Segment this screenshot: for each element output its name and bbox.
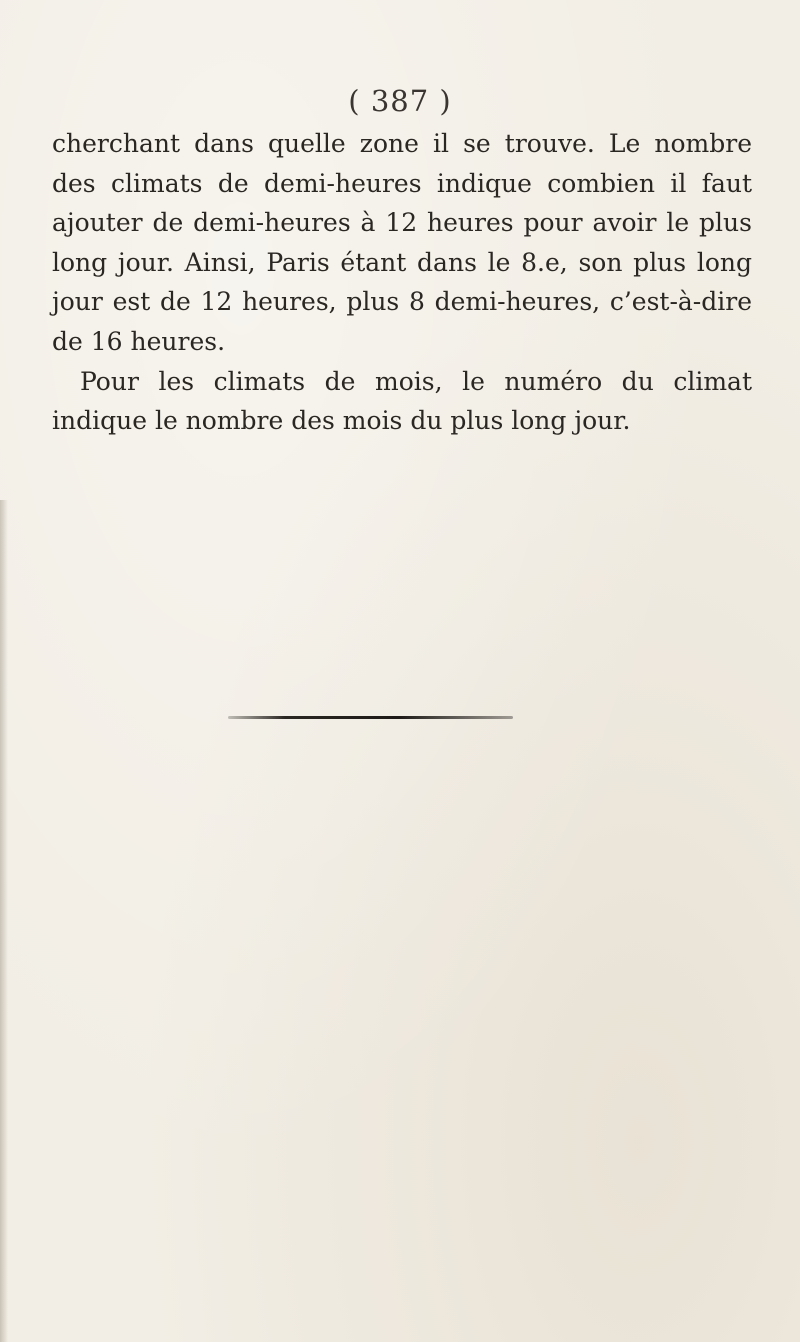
page-number: ( 387 ) [348, 84, 452, 118]
section-divider-rule [228, 716, 513, 719]
page-binding-edge [0, 500, 8, 1342]
paragraph-2: Pour les climats de mois, le numéro du climat indique le nombre des mois du plus long jour. [52, 366, 752, 436]
paragraph-1: cherchant dans quelle zone il se trouve. Le nombre des climats de demi-heures indique combien il faut ajouter de demi-heures à 12 heures pour avoir le plus long jour. Ainsi, Paris étant dans le 8.e, son plus long jour est de 12 heures, plus 8 demi-heures, c’est-à-dire de 16 heures. [52, 129, 752, 356]
body-text [52, 124, 752, 441]
